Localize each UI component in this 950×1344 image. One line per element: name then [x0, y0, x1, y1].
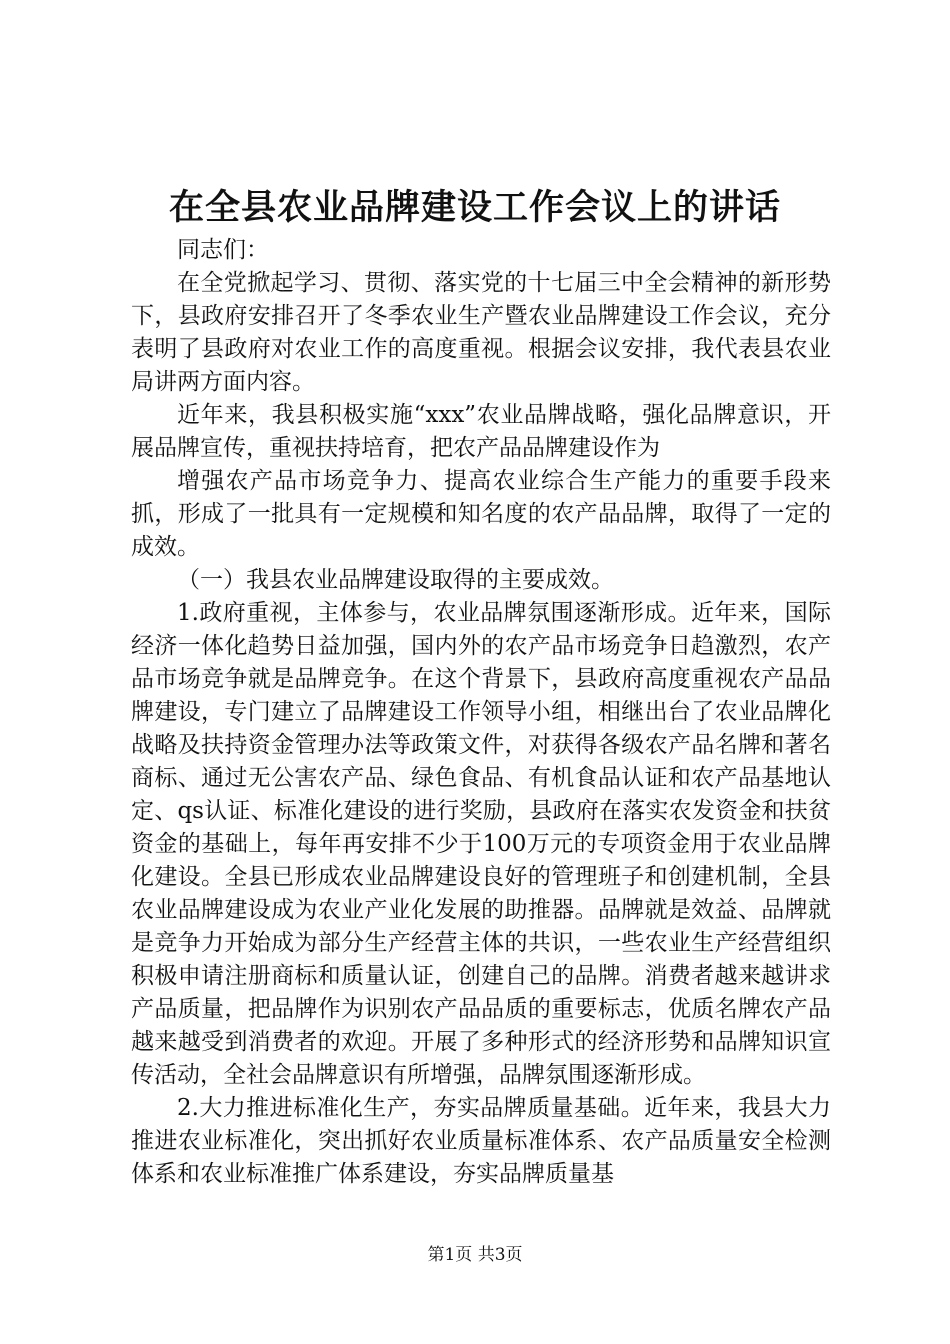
- paragraph-point-2: 2.大力推进标准化生产，夯实品牌质量基础。近年来，我县大力推进农业标准化，突出抓好农业质量标准体系、农产品质量安全检测体系和农业标准推广体系建设，夯实品牌质量基: [131, 1095, 831, 1187]
- page-number-footer: 第1页 共3页: [427, 1245, 523, 1265]
- page-title: 在全县农业品牌建设工作会议上的讲话: [168, 187, 781, 228]
- salutation: 同志们：: [177, 237, 269, 263]
- paragraph-strategy-continued: 增强农产品市场竞争力、提高农业综合生产能力的重要手段来抓，形成了一批具有一定规模和知名度的农产品品牌，取得了一定的成效。: [131, 468, 831, 560]
- section-heading: （一）我县农业品牌建设取得的主要成效。: [177, 567, 614, 593]
- paragraph-intro: 在全党掀起学习、贯彻、落实党的十七届三中全会精神的新形势下，县政府安排召开了冬季农业生产暨农业品牌建设工作会议，充分表明了县政府对农业工作的高度重视。根据会议安排，我代表县农业局讲两方面内容。: [131, 270, 831, 395]
- document-body: [131, 234, 831, 1191]
- paragraph-point-1: 1.政府重视，主体参与，农业品牌氛围逐渐形成。近年来，国际经济一体化趋势日益加强，国内外的农产品市场竞争日趋激烈，农产品市场竞争就是品牌竞争。在这个背景下，县政府高度重视农产品品牌建设，专门建立了品牌建设工作领导小组，相继出台了农业品牌化战略及扶持资金管理办法等政策文件，对获得各级农产品名牌和著名商标、通过无公害农产品、绿色食品、有机食品认证和农产品基地认定、qs认证、标准化建设的进行奖励，县政府在落实农发资金和扶贫资金的基础上，每年再安排不少于100万元的专项资金用于农业品牌化建设。全县已形成农业品牌建设良好的管理班子和创建机制，全县农业品牌建设成为农业产业化发展的助推器。品牌就是效益、品牌就是竞争力开始成为部分生产经营主体的共识，一些农业生产经营组织积极申请注册商标和质量认证，创建自己的品牌。消费者越来越讲求产品质量，把品牌作为识别农产品品质的重要标志，优质名牌农产品越来越受到消费者的欢迎。开展了多种形式的经济形势和品牌知识宣传活动，全社会品牌意识有所增强，品牌氛围逐渐形成。: [131, 600, 831, 1088]
- paragraph-strategy: 近年来，我县积极实施“xxx”农业品牌战略，强化品牌意识，开展品牌宣传，重视扶持培育，把农产品品牌建设作为: [131, 402, 831, 461]
